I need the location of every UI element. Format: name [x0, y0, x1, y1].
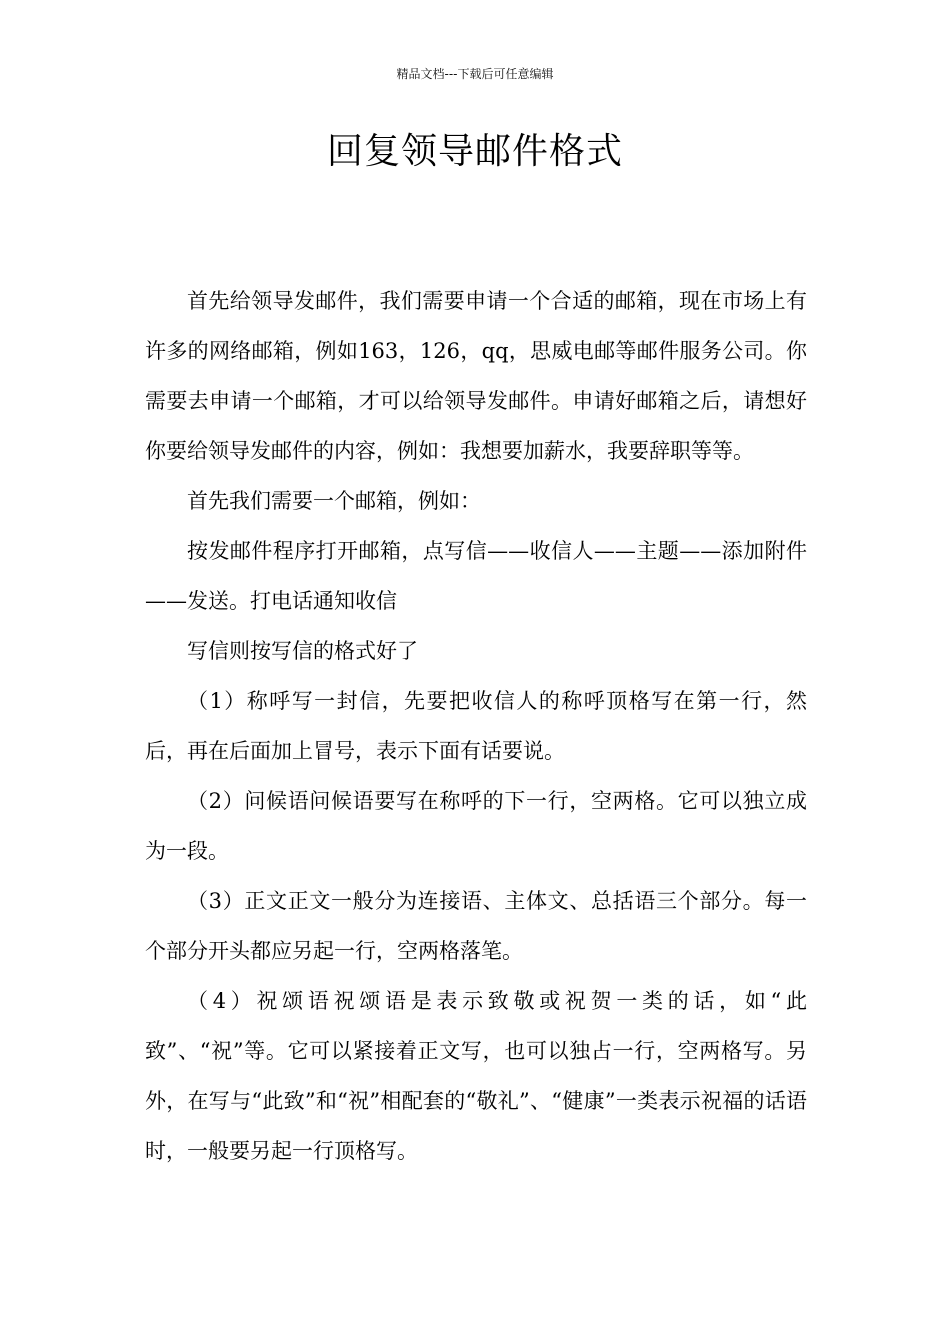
paragraph: （3）正文正文一般分为连接语、主体文、总括语三个部分。每一个部分开头都应另起一行，空两格落笔。 [145, 889, 807, 963]
paragraph: 首先给领导发邮件，我们需要申请一个合适的邮箱，现在市场上有许多的网络邮箱，例如163，126，qq，思威电邮等邮件服务公司。你需要去申请一个邮箱，才可以给领导发邮件。申请好邮箱之后，请想好你要给领导发邮件的内容，例如：我想要加薪水，我要辞职等等。 [145, 289, 807, 463]
paragraph: 首先我们需要一个邮箱，例如： [187, 489, 481, 513]
document-title: 回复领导邮件格式 [326, 131, 623, 172]
paragraph: （1）称呼写一封信，先要把收信人的称呼顶格写在第一行，然后，再在后面加上冒号，表示下面有话要说。 [145, 689, 807, 763]
paragraph: （4）祝颂语祝颂语是表示致敬或祝贺一类的话，如“此致”、“祝”等。它可以紧接着正文写，也可以独占一行，空两格写。另外，在写与“此致”和“祝”相配套的“敬礼”、“健康”一类表示祝福的话语时，一般要另起一行顶格写。 [145, 989, 807, 1163]
document-body [145, 276, 807, 1176]
paragraph: 按发邮件程序打开邮箱，点写信——收信人——主题——添加附件——发送。打电话通知收信 [145, 539, 807, 613]
page-header-watermark: 精品文档---下载后可任意编辑 [396, 67, 554, 81]
paragraph: （2）问候语问候语要写在称呼的下一行，空两格。它可以独立成为一段。 [145, 789, 807, 863]
paragraph: 写信则按写信的格式好了 [187, 639, 418, 663]
